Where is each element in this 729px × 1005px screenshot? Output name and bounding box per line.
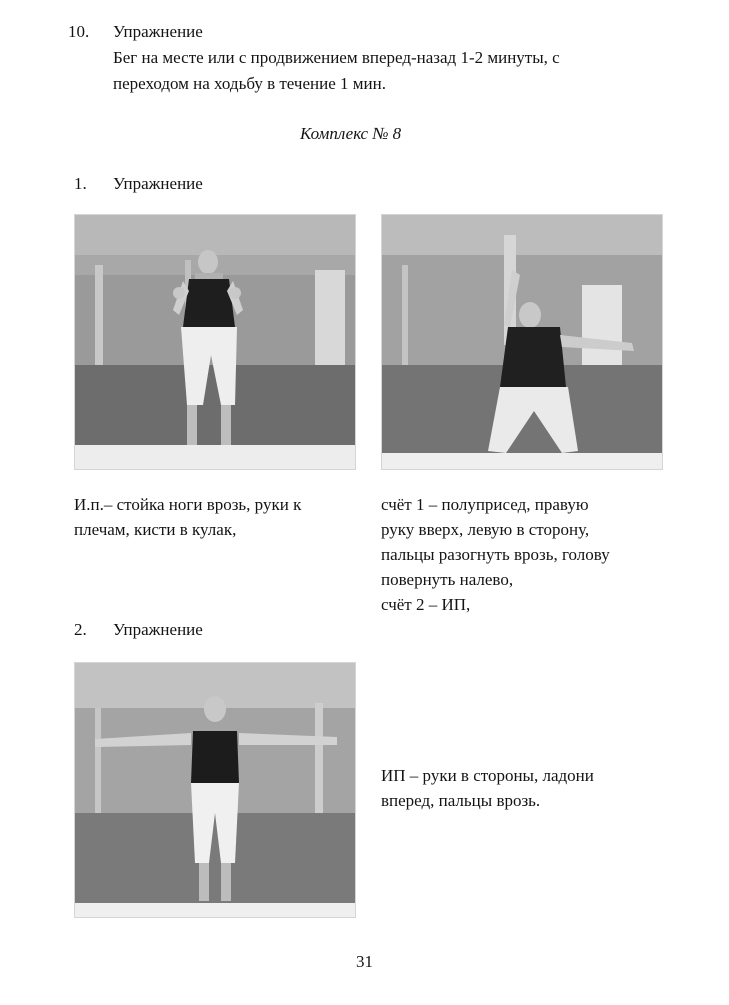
exercise-10-title: Упражнение <box>113 22 203 41</box>
exercise-1-title: Упражнение <box>113 174 203 193</box>
exercise-1-number: 1. <box>74 174 87 193</box>
exercise-2-caption-line-2: вперед, пальцы врозь. <box>381 791 541 810</box>
exercise-10-number: 10. <box>68 22 90 41</box>
photo-exercise-1-start <box>74 214 356 470</box>
photo-half-squat-arms-spread-icon <box>382 215 662 469</box>
exercise-2-caption-line-1: ИП – руки в стороны, ладони <box>381 766 594 785</box>
photo-exercise-2 <box>74 662 356 918</box>
photo-exercise-1-count-1 <box>381 214 663 470</box>
page-number: 31 <box>356 952 373 971</box>
exercise-1-caption-right-line-5: счёт 2 – ИП, <box>381 595 471 614</box>
exercise-10-line-1: Бег на месте или с продвижением вперед-назад 1-2 минуты, с <box>113 48 560 67</box>
photo-standing-fists-to-shoulders-icon <box>75 215 355 469</box>
complex-heading: Комплекс № 8 <box>300 124 402 143</box>
exercise-10-line-2: переходом на ходьбу в течение 1 мин. <box>113 74 386 93</box>
exercise-1-caption-left-line-1: И.п.– стойка ноги врозь, руки к <box>74 495 302 514</box>
exercise-1-caption-right-line-1: счёт 1 – полуприсед, правую <box>381 495 589 514</box>
exercise-2-number: 2. <box>74 620 87 639</box>
exercise-1-caption-right-line-3: пальцы разогнуть врозь, голову <box>381 545 610 564</box>
exercise-1-caption-right-line-2: руку вверх, левую в сторону, <box>381 520 590 539</box>
exercise-2-title: Упражнение <box>113 620 203 639</box>
photo-arms-to-sides-icon <box>75 663 355 917</box>
exercise-1-caption-right-line-4: повернуть налево, <box>381 570 514 589</box>
exercise-1-caption-left-line-2: плечам, кисти в кулак, <box>74 520 237 539</box>
